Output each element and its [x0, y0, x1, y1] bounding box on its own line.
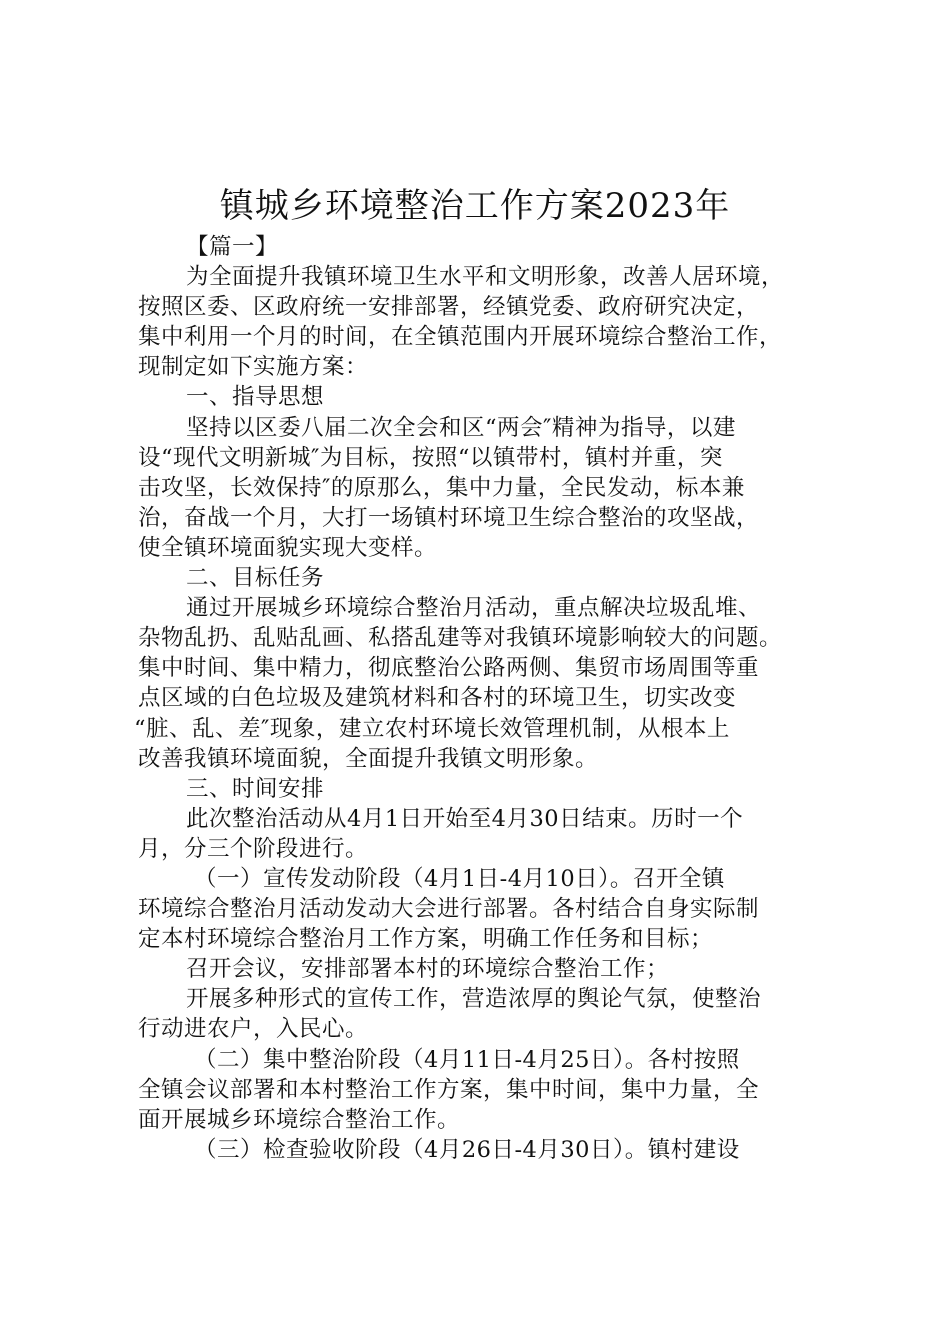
paragraph-line: 现制定如下实施方案： [138, 354, 369, 381]
paragraph-line: 杂物乱扔、乱贴乱画、私搭乱建等对我镇环境影响较大的问题。 [138, 625, 783, 652]
paragraph-line: “脏、乱、差″现象，建立农村环境长效管理机制，从根本上 [134, 715, 730, 742]
paragraph-line: 点区域的白色垃圾及建筑材料和各村的环境卫生，切实改变 [138, 685, 737, 712]
paragraph-line: （三）检查验收阶段（4月26日-4月30日）。镇村建设 [194, 1136, 740, 1163]
paragraph-line: 定本村环境综合整治月工作方案，明确工作任务和目标； [138, 926, 714, 953]
paragraph-line: （一）宣传发动阶段（4月1日-4月10日）。召开全镇 [194, 865, 725, 892]
paragraph-line: 击攻坚，长效保持″的原那么，集中力量，全民发动，标本兼 [138, 474, 745, 501]
paragraph-line: 开展多种形式的宣传工作，营造浓厚的舆论气氛，使整治 [186, 986, 762, 1013]
paragraph-line: 环境综合整治月活动发动大会进行部署。各村结合自身实际制 [138, 896, 760, 923]
section-heading: 一、指导思想 [186, 384, 325, 411]
paragraph-line: 此次整治活动从4月1日开始至4月30日结束。历时一个 [186, 805, 744, 832]
paragraph-line: 通过开展城乡环境综合整治月活动，重点解决垃圾乱堆、 [186, 595, 762, 622]
paragraph-line: （二）集中整治阶段（4月11日-4月25日）。各村按照 [194, 1046, 740, 1073]
paragraph-line: 行动进农户，入民心。 [138, 1016, 369, 1043]
paragraph-line: 月，分三个阶段进行。 [138, 835, 369, 862]
paragraph-line: 召开会议，安排部署本村的环境综合整治工作； [186, 956, 670, 983]
paragraph-line: 为全面提升我镇环境卫生水平和文明形象，改善人居环境， [186, 264, 785, 291]
section-heading: 三、时间安排 [186, 775, 325, 802]
paragraph-line: 使全镇环境面貌实现大变样。 [138, 534, 438, 561]
paragraph-line: 集中时间、集中精力，彻底整治公路两侧、集贸市场周围等重 [138, 655, 760, 682]
section-heading: 二、目标任务 [186, 565, 325, 592]
paragraph-line: 按照区委、区政府统一安排部署，经镇党委、政府研究决定， [138, 294, 760, 321]
section-marker: 【篇一】 [186, 234, 279, 260]
paragraph-line: 坚持以区委八届二次全会和区“两会″精神为指导，以建 [186, 414, 736, 441]
paragraph-line: 全镇会议部署和本村整治工作方案，集中时间，集中力量，全 [138, 1076, 760, 1103]
paragraph-line: 设“现代文明新城″为目标，按照“以镇带村，镇村并重，突 [138, 444, 723, 471]
paragraph-line: 治，奋战一个月，大打一场镇村环境卫生综合整治的攻坚战， [138, 504, 760, 531]
document-body [134, 232, 838, 1165]
document-title: 镇城乡环境整治工作方案2023年 [219, 186, 731, 226]
paragraph-line: 面开展城乡环境综合整治工作。 [138, 1106, 461, 1133]
paragraph-line: 集中利用一个月的时间，在全镇范围内开展环境综合整治工作， [138, 324, 783, 351]
paragraph-line: 改善我镇环境面貌，全面提升我镇文明形象。 [138, 745, 599, 772]
